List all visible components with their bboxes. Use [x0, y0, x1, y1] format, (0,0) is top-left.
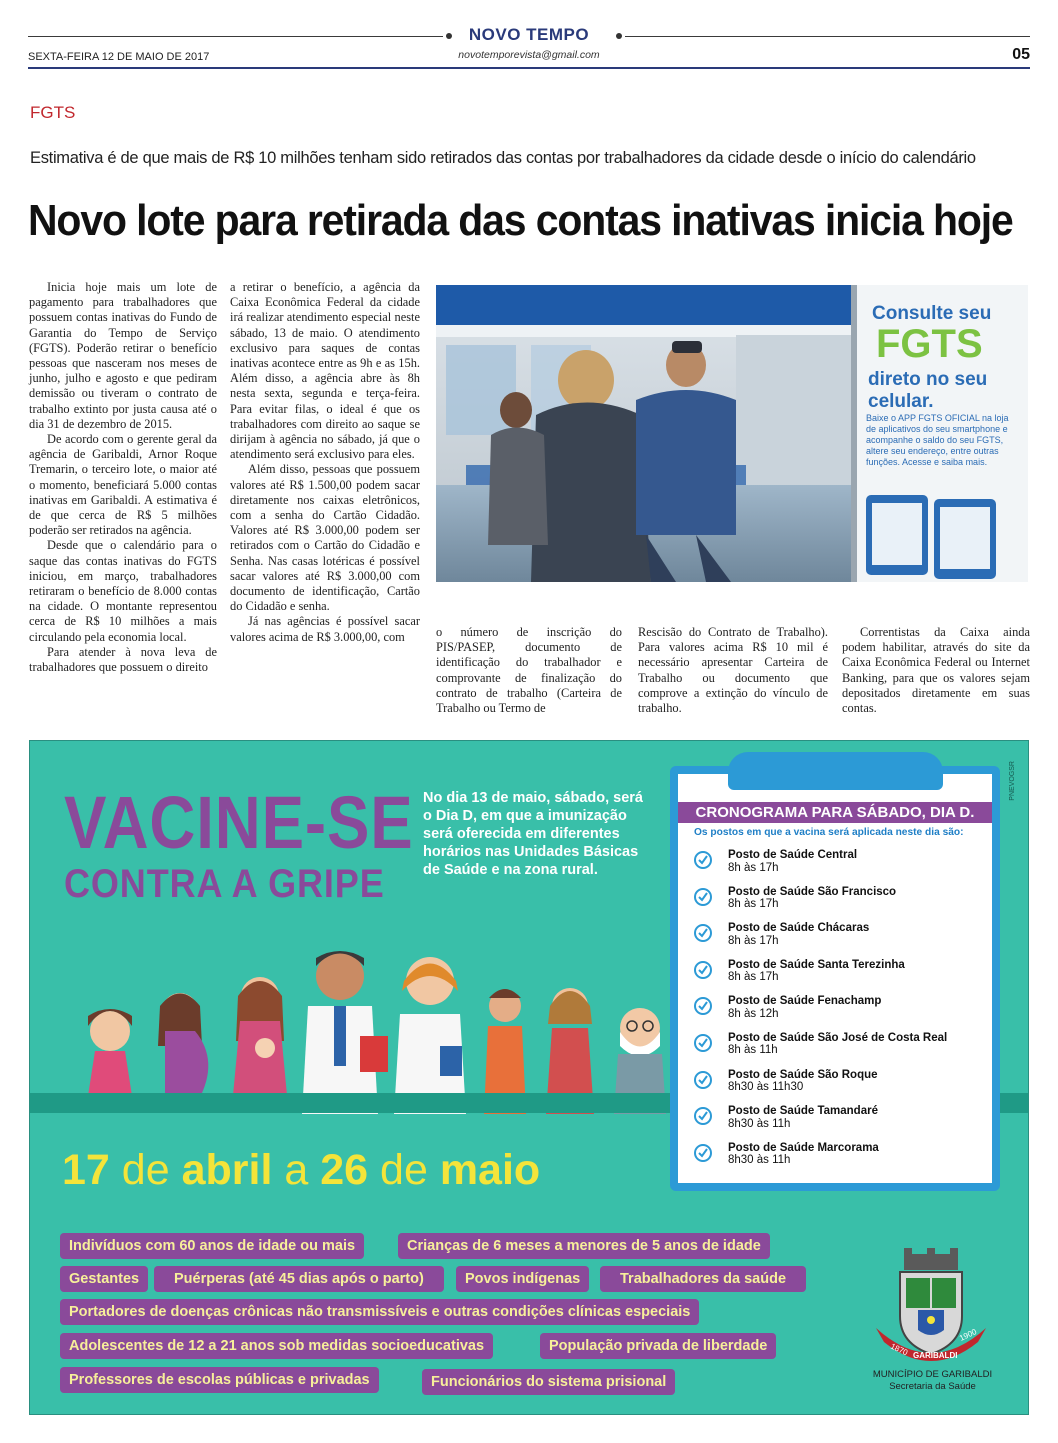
clipboard-clip	[728, 752, 943, 790]
crest-city: GARIBALDI	[913, 1351, 958, 1360]
schedule-item	[694, 1105, 984, 1142]
posto-hours: 8h30 às 11h	[728, 1154, 791, 1167]
check-icon	[694, 851, 712, 869]
posto-hours: 8h às 17h	[728, 934, 779, 947]
schedule-item	[694, 849, 984, 886]
ad-title-line1: VACINE-SE	[64, 781, 414, 864]
group-pill: Povos indígenas	[456, 1266, 589, 1292]
posto-name: Posto de Saúde São Francisco	[728, 885, 897, 898]
ad-title-line2: CONTRA A GRIPE	[64, 862, 385, 906]
posto-hours: 8h às 11h	[728, 1044, 778, 1057]
posto-name: Posto de Saúde Chácaras	[728, 922, 870, 935]
article-column-1	[29, 280, 217, 675]
posto-name: Posto de Saúde Fenachamp	[728, 995, 882, 1008]
municipal-crest-icon	[866, 1246, 996, 1366]
group-pill: Adolescentes de 12 a 21 anos sob medidas socioeducativas	[60, 1333, 493, 1359]
date-de-1: de	[121, 1146, 170, 1194]
department-name: Secretaria da Saúde	[889, 1381, 976, 1392]
date-de-2: de	[380, 1146, 428, 1194]
paragraph: Além disso, pessoas que possuem valores até R$ 1.500,00 podem sacar diretamente nos caixas eletrônicos, com a senha do Cartão Cidadão. Valores até R$ 3.000,00 podem ser retirados com o Cartão do Cidadão e Senha. Nas casas lotéricas é possível sacar valores até R$ 3.000,00 com documento de identificação, Cartão do Cidadão e senha.	[230, 462, 420, 614]
schedule-item	[694, 959, 984, 996]
sign-text-1: Consulte seu	[872, 303, 992, 324]
check-icon	[694, 888, 712, 906]
schedule-item	[694, 1069, 984, 1106]
schedule-title: CRONOGRAMA PARA SÁBADO, DIA D.	[678, 802, 992, 823]
posto-hours: 8h30 às 11h30	[728, 1081, 804, 1094]
date-a: a	[284, 1146, 309, 1194]
posto-hours: 8h às 12h	[728, 1007, 779, 1020]
check-icon	[694, 997, 712, 1015]
municipality-name: MUNICÍPIO DE GARIBALDI	[872, 1369, 993, 1380]
group-pill: Funcionários do sistema prisional	[422, 1369, 675, 1395]
group-pill: Puérperas (até 45 dias após o parto)	[154, 1266, 444, 1292]
sign-text-3: direto no seu	[868, 369, 988, 390]
check-icon	[694, 1144, 712, 1162]
posto-hours: 8h às 17h	[728, 861, 779, 874]
paragraph: De acordo com o gerente geral da agência de Garibaldi, Arnor Roque Tremarin, o terceiro lote, o maior até o momento, beneficiará 5.000 contas inativas em Garibaldi. A estimativa é de que cerca de R$ 5 milhões poderão ser retirados na agência.	[29, 432, 217, 538]
section-tag: FGTS	[30, 103, 76, 122]
posto-hours: 8h30 às 11h	[728, 1117, 791, 1130]
masthead-divider	[28, 67, 1030, 69]
page-number: 05	[1012, 46, 1030, 63]
posto-hours: 8h às 17h	[728, 971, 779, 984]
schedule-item	[694, 995, 984, 1032]
paragraph: o número de inscrição do PIS/PASEP, documento de identificação do trabalhador e comprovante de finalização do contrato de trabalho (Carteira de Trabalho ou Termo de	[436, 625, 622, 716]
paragraph: Para atender à nova leva de trabalhadores que possuem o direito	[29, 644, 217, 675]
posto-name: Posto de Saúde Santa Terezinha	[728, 958, 905, 971]
schedule-clipboard	[670, 766, 1000, 1191]
check-icon	[694, 1071, 712, 1089]
date-day-2: 26	[320, 1146, 369, 1194]
group-pill: Portadores de doenças crônicas não transmissíveis e outras condições clínicas especiais	[60, 1299, 699, 1325]
posto-name: Posto de Saúde São José de Costa Real	[728, 1031, 948, 1044]
posto-name: Posto de Saúde Tamandaré	[728, 1105, 878, 1118]
ad-credit: PNEVOGSR	[1009, 761, 1016, 801]
vaccination-ad	[29, 740, 1029, 1415]
article-column-4	[638, 625, 828, 716]
posto-name: Posto de Saúde São Roque	[728, 1068, 878, 1081]
schedule-list	[694, 849, 984, 1178]
ad-intro: No dia 13 de maio, sábado, será o Dia D, em que a imunização será oferecida em diferentes horários nas Unidades Básicas de Saúde e na zona rural.	[423, 790, 643, 878]
sign-text-4: celular.	[868, 391, 934, 412]
crest-year-left: 1870	[889, 1341, 910, 1358]
posto-hours: 8h às 17h	[728, 898, 779, 911]
article-column-3	[436, 625, 622, 716]
schedule-item	[694, 1142, 984, 1179]
sign-text-2: FGTS	[876, 322, 983, 366]
check-icon	[694, 1107, 712, 1125]
article-column-2	[230, 280, 420, 645]
photo-illustration	[436, 285, 1028, 582]
posto-name: Posto de Saúde Marcorama	[728, 1141, 879, 1154]
group-pill: População privada de liberdade	[540, 1333, 776, 1359]
paragraph: a retirar o benefício, a agência da Caixa Econômica Federal da cidade irá realizar atendimento especial neste sábado, 13 de maio. O atendimento exclusivo para saques de contas inativas acontece entre as 9h e as 15h. Além disso, a agência abre às 8h nesta sexta, segunda e terça-feira. Para evitar filas, o ideal é que os trabalhadores com direito ao saque se dirijam à agência no sábado, já que o atendimento será exclusivo para eles.	[230, 280, 420, 462]
article-headline: Novo lote para retirada das contas inativas inicia hoje	[28, 196, 1013, 245]
municipality-signature	[850, 1369, 1015, 1393]
schedule-item	[694, 1032, 984, 1069]
posto-name: Posto de Saúde Central	[728, 849, 858, 861]
article-photo	[436, 285, 1028, 582]
article-subhead: Estimativa é de que mais de R$ 10 milhões tenham sido retirados das contas por trabalhadores da cidade desde o início do calendário	[30, 149, 976, 167]
schedule-item	[694, 886, 984, 923]
group-pill: Professores de escolas públicas e privadas	[60, 1367, 379, 1393]
date-month-2: maio	[439, 1146, 541, 1194]
paragraph: Inicia hoje mais um lote de pagamento para trabalhadores que possuem contas inativas do Fundo de Garantia do Tempo de Serviço (FGTS). Poderão retirar o benefício pessoas que nasceram nos meses de junho, julho e agosto e que pediram demissão ou tiveram o contrato de trabalho extinto por justa causa até o dia 31 de dezembro de 2015.	[29, 280, 217, 431]
ad-title	[64, 781, 470, 906]
group-pill: Gestantes	[60, 1266, 148, 1292]
paragraph: Rescisão do Contrato de Trabalho). Para valores acima R$ 10 mil é necessário apresentar Carteira de Trabalho ou documento que comprove a extinção do vínculo de trabalho.	[638, 625, 828, 716]
article-column-5	[842, 625, 1030, 716]
check-icon	[694, 924, 712, 942]
crest-year-right: 1900	[958, 1327, 978, 1343]
group-pill: Trabalhadores da saúde	[600, 1266, 806, 1292]
masthead	[28, 22, 1030, 70]
group-pill: Indivíduos com 60 anos de idade ou mais	[60, 1233, 364, 1259]
paper-name: NOVO TEMPO	[468, 25, 590, 44]
issue-date: SEXTA-FEIRA 12 DE MAIO DE 2017	[28, 51, 210, 63]
sign-small-text: Baixe o APP FGTS OFICIAL na loja de aplicativos do seu smartphone e acompanhe o saldo do seu FGTS, altere seu endereço, entre outras funções. Acesse e saiba mais.	[866, 413, 1009, 467]
date-month-1: abril	[181, 1146, 273, 1194]
schedule-item	[694, 922, 984, 959]
people-illustration	[60, 936, 670, 1116]
paragraph: Já nas agências é possível sacar valores acima de R$ 3.000,00, com	[230, 614, 420, 644]
campaign-dates	[62, 1146, 540, 1195]
paragraph: Correntistas da Caixa ainda podem habilitar, através do site da Caixa Econômica Federal ou Internet Banking, para que os valores sejam depositados diretamente em suas contas.	[842, 625, 1030, 716]
group-pill: Crianças de 6 meses a menores de 5 anos de idade	[398, 1233, 770, 1259]
check-icon	[694, 1034, 712, 1052]
paragraph: Desde que o calendário para o saque das contas inativas do FGTS iniciou, em março, trabalhadores retiraram o benefício de 8.000 contas na cidade. O montante representou cerca de R$ 10 milhões a mais circulando pela economia local.	[29, 538, 217, 644]
schedule-subtitle: Os postos em que a vacina será aplicada neste dia são:	[694, 827, 964, 838]
masthead-email[interactable]: novotemporevista@gmail.com	[458, 49, 600, 61]
date-day-1: 17	[62, 1146, 110, 1194]
check-icon	[694, 961, 712, 979]
